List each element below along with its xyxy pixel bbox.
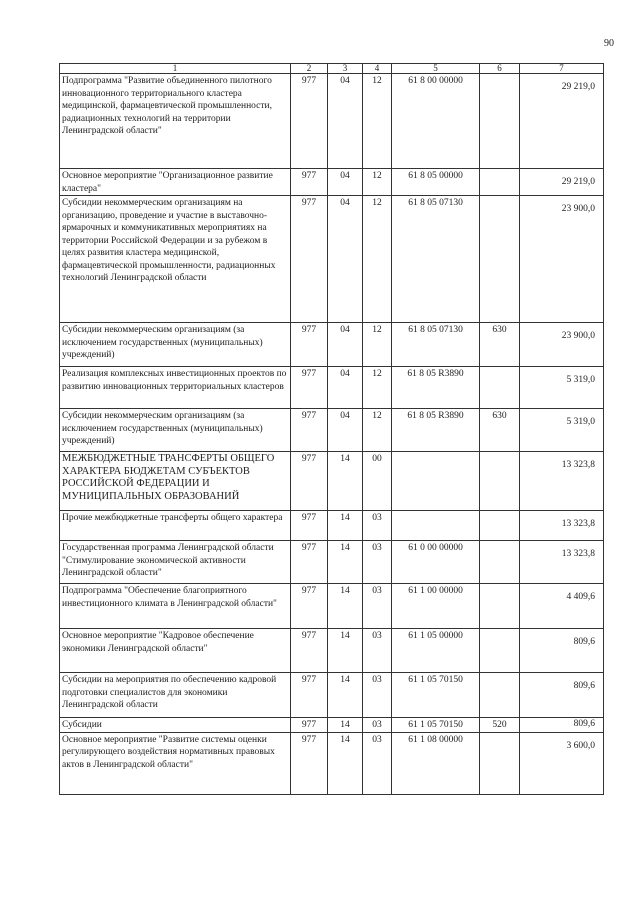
row-ministry-code: 977: [291, 584, 328, 629]
row-expense-type: 630: [480, 323, 520, 367]
row-target-code: [392, 452, 480, 511]
row-section-code: 14: [328, 718, 363, 733]
table-row: [60, 629, 604, 673]
table-row: [60, 74, 604, 169]
column-header-2: 2: [291, 64, 328, 74]
row-subsection-code: 00: [363, 452, 392, 511]
row-name: Субсидии: [60, 718, 291, 733]
table-row: [60, 323, 604, 367]
row-subsection-code: 12: [363, 367, 392, 409]
row-expense-type: [480, 169, 520, 196]
row-expense-type: [480, 511, 520, 541]
row-section-code: 14: [328, 584, 363, 629]
row-target-code: 61 8 05 07130: [392, 196, 480, 323]
row-amount: 13 323,8: [520, 452, 604, 511]
table-row: [60, 511, 604, 541]
column-header-4: 4: [363, 64, 392, 74]
row-expense-type: [480, 196, 520, 323]
row-amount: 13 323,8: [520, 541, 604, 584]
row-section-code: 04: [328, 196, 363, 323]
column-header-1: 1: [60, 64, 291, 74]
table-row: [60, 584, 604, 629]
row-name: Основное мероприятие "Кадровое обеспечение экономики Ленинградской области": [60, 629, 291, 673]
row-subsection-code: 03: [363, 511, 392, 541]
row-section-code: 04: [328, 169, 363, 196]
row-ministry-code: 977: [291, 452, 328, 511]
row-target-code: 61 1 05 70150: [392, 673, 480, 718]
row-amount: 4 409,6: [520, 584, 604, 629]
table-row: [60, 732, 604, 794]
table-row: [60, 541, 604, 584]
row-name: Основное мероприятие "Организационное развитие кластера": [60, 169, 291, 196]
row-amount: 5 319,0: [520, 409, 604, 452]
row-subsection-code: 03: [363, 541, 392, 584]
row-expense-type: [480, 732, 520, 794]
row-target-code: 61 1 05 70150: [392, 718, 480, 733]
row-ministry-code: 977: [291, 169, 328, 196]
row-target-code: 61 8 05 R3890: [392, 367, 480, 409]
row-subsection-code: 12: [363, 196, 392, 323]
table-row: [60, 452, 604, 511]
row-ministry-code: 977: [291, 74, 328, 169]
row-expense-type: [480, 541, 520, 584]
row-target-code: 61 8 05 07130: [392, 323, 480, 367]
row-ministry-code: 977: [291, 409, 328, 452]
row-expense-type: [480, 74, 520, 169]
table-row: [60, 196, 604, 323]
row-name: Основное мероприятие "Развитие системы оценки регулирующего воздействия нормативных правовых актов в Ленинградской области": [60, 732, 291, 794]
row-section-code: 04: [328, 367, 363, 409]
row-amount: 809,6: [520, 718, 604, 733]
table-row: [60, 718, 604, 733]
row-ministry-code: 977: [291, 673, 328, 718]
row-section-code: 04: [328, 323, 363, 367]
row-ministry-code: 977: [291, 541, 328, 584]
table-row: [60, 367, 604, 409]
row-amount: 29 219,0: [520, 74, 604, 169]
row-name: Подпрограмма "Развитие объединенного пилотного инновационного территориального кластера медицинской, фармацевтической промышленности, радиационных технологий на территории Ленинградской области": [60, 74, 291, 169]
row-name: Субсидии некоммерческим организациям (за исключением государственных (муниципальных) учреждений): [60, 409, 291, 452]
row-expense-type: [480, 452, 520, 511]
row-name: Реализация комплексных инвестиционных проектов по развитию инновационных территориальных кластеров: [60, 367, 291, 409]
row-name: МЕЖБЮДЖЕТНЫЕ ТРАНСФЕРТЫ ОБЩЕГО ХАРАКТЕРА БЮДЖЕТАМ СУБЪЕКТОВ РОССИЙСКОЙ ФЕДЕРАЦИИ И МУНИЦИПАЛЬНЫХ ОБРАЗОВАНИЙ: [60, 452, 291, 511]
row-section-code: 04: [328, 409, 363, 452]
row-name: Субсидии некоммерческим организациям (за исключением государственных (муниципальных) учреждений): [60, 323, 291, 367]
row-subsection-code: 03: [363, 584, 392, 629]
row-amount: 29 219,0: [520, 169, 604, 196]
row-subsection-code: 03: [363, 629, 392, 673]
row-subsection-code: 03: [363, 673, 392, 718]
row-amount: 13 323,8: [520, 511, 604, 541]
row-ministry-code: 977: [291, 196, 328, 323]
table-row: [60, 409, 604, 452]
column-header-6: 6: [480, 64, 520, 74]
row-target-code: 61 1 05 00000: [392, 629, 480, 673]
row-section-code: 14: [328, 629, 363, 673]
row-ministry-code: 977: [291, 323, 328, 367]
row-expense-type: [480, 629, 520, 673]
row-subsection-code: 12: [363, 169, 392, 196]
row-amount: 809,6: [520, 629, 604, 673]
row-ministry-code: 977: [291, 367, 328, 409]
row-expense-type: 630: [480, 409, 520, 452]
row-target-code: 61 0 00 00000: [392, 541, 480, 584]
row-expense-type: [480, 673, 520, 718]
row-section-code: 14: [328, 511, 363, 541]
table-header-row: [60, 64, 604, 74]
row-amount: 23 900,0: [520, 323, 604, 367]
row-section-code: 14: [328, 541, 363, 584]
row-subsection-code: 03: [363, 732, 392, 794]
row-target-code: 61 8 05 R3890: [392, 409, 480, 452]
row-amount: 3 600,0: [520, 732, 604, 794]
row-section-code: 14: [328, 732, 363, 794]
table-row: [60, 673, 604, 718]
row-expense-type: 520: [480, 718, 520, 733]
row-target-code: [392, 511, 480, 541]
row-target-code: 61 1 08 00000: [392, 732, 480, 794]
table-row: [60, 169, 604, 196]
row-name: Субсидии на мероприятия по обеспечению кадровой подготовки специалистов для экономики Ленинградской области: [60, 673, 291, 718]
row-amount: 5 319,0: [520, 367, 604, 409]
row-section-code: 04: [328, 74, 363, 169]
row-subsection-code: 03: [363, 718, 392, 733]
row-subsection-code: 12: [363, 323, 392, 367]
row-name: Подпрограмма "Обеспечение благоприятного инвестиционного климата в Ленинградской области": [60, 584, 291, 629]
row-amount: 809,6: [520, 673, 604, 718]
column-header-3: 3: [328, 64, 363, 74]
column-header-5: 5: [392, 64, 480, 74]
row-ministry-code: 977: [291, 718, 328, 733]
row-name: Прочие межбюджетные трансферты общего характера: [60, 511, 291, 541]
row-target-code: 61 1 00 00000: [392, 584, 480, 629]
row-name: Субсидии некоммерческим организациям на организацию, проведение и участие в выставочно-ярмарочных и коммуникативных мероприятиях на территории Российской Федерации и за рубежом в целях развития кластера медицинской, фармацевтической промышленности, радиационных технологий Ленинградской области: [60, 196, 291, 323]
row-section-code: 14: [328, 673, 363, 718]
row-ministry-code: 977: [291, 511, 328, 541]
row-expense-type: [480, 584, 520, 629]
row-section-code: 14: [328, 452, 363, 511]
row-expense-type: [480, 367, 520, 409]
budget-table: [59, 63, 604, 795]
row-ministry-code: 977: [291, 629, 328, 673]
row-ministry-code: 977: [291, 732, 328, 794]
row-name: Государственная программа Ленинградской области "Стимулирование экономической активности Ленинградской области": [60, 541, 291, 584]
row-amount: 23 900,0: [520, 196, 604, 323]
row-subsection-code: 12: [363, 74, 392, 169]
page-number: 90: [604, 38, 614, 49]
row-subsection-code: 12: [363, 409, 392, 452]
row-target-code: 61 8 00 00000: [392, 74, 480, 169]
row-target-code: 61 8 05 00000: [392, 169, 480, 196]
column-header-7: 7: [520, 64, 604, 74]
